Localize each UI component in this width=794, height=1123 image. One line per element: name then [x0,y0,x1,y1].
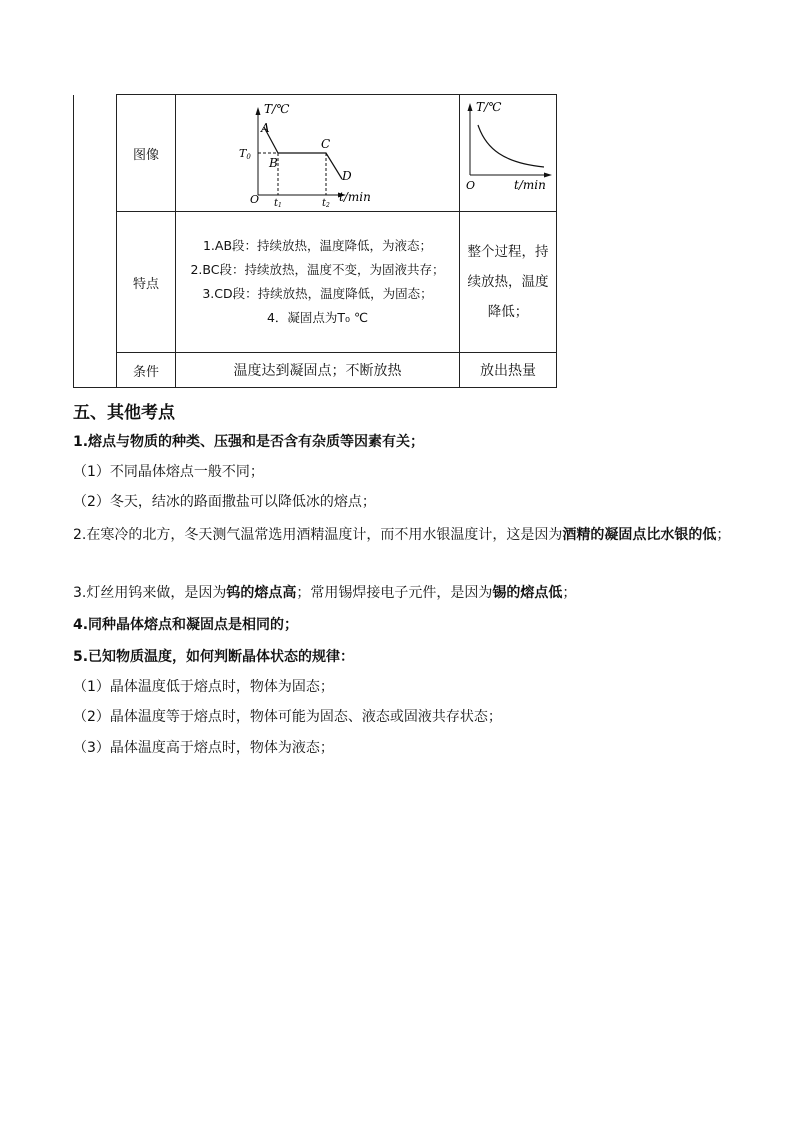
cooling-curve [478,125,544,167]
point-5: 5.已知物质温度，如何判断晶体状态的规律： [73,649,355,665]
blank-left-column [74,95,117,388]
y-axis-label: T/℃ [263,102,289,116]
origin-label: O [249,193,259,206]
row-label-features: 特点 [117,212,176,353]
t2-label: t2 [321,198,330,207]
x-axis-label: t/min [514,178,546,192]
point-b-label: B [268,156,278,170]
point-4: 4.同种晶体熔点和凝固点是相同的； [73,617,299,633]
amorphous-curve-graph [462,99,554,207]
point-5-sub-2: （2）晶体温度等于熔点时，物体可能为固态、液态或固液共存状态； [73,709,502,725]
row-label-graph: 图像 [117,95,176,212]
feature-text: 降低； [487,304,529,320]
point-5-sub-3: （3）晶体温度高于熔点时，物体为液态； [73,740,334,756]
x-axis-label: t/min [338,190,371,204]
point-2: 2.在寒冷的北方，冬天测气温常选用酒精温度计，而不用水银温度计，这是因为酒精的凝固点比水银的低； [73,527,731,543]
cell-features-crystal [176,212,460,353]
y-axis-arrow [255,107,260,115]
point-c-label: C [320,137,330,151]
y-axis-label: T/℃ [476,100,502,114]
comparison-table [73,94,557,388]
feature-line: 2.BC段：持续放热，温度不变，为固液共存； [190,262,445,277]
point-d-label: D [341,169,352,183]
table-row-graph [74,95,557,212]
cell-condition-amorphous: 放出热量 [460,353,557,388]
feature-text: 续放热，温度 [467,274,549,290]
row-label-condition: 条件 [117,353,176,388]
feature-text: 整个过程，持 [467,244,549,260]
solidification-curve-graph [238,99,398,207]
cell-features-amorphous [460,212,557,353]
feature-line: 3.CD段：持续放热，温度降低，为固态； [202,286,433,301]
x-axis-arrow [544,173,552,178]
cell-condition-crystal: 温度达到凝固点；不断放热 [176,353,460,388]
cell-graph-solidification [176,95,460,212]
point-5-sub-1: （1）晶体温度低于熔点时，物体为固态； [73,679,334,695]
origin-label: O [466,179,476,192]
point-1: 1.熔点与物质的种类、压强和是否含有杂质等因素有关； [73,434,425,450]
point-a-label: A [260,121,270,135]
y-axis-arrow [468,103,473,111]
cell-graph-amorphous [460,95,557,212]
table-row-condition [74,353,557,388]
t1-label: t1 [273,198,282,207]
table-row-features [74,212,557,353]
feature-line: 1.AB段：持续放热，温度降低，为液态； [202,238,433,253]
section-heading: 五、其他考点 [73,403,175,423]
point-1-sub-2: （2）冬天，结冰的路面撒盐可以降低冰的熔点； [73,494,376,510]
t0-label: T0 [238,147,251,161]
point-3: 3.灯丝用钨来做，是因为钨的熔点高；常用锡焊接电子元件，是因为锡的熔点低； [73,585,577,601]
feature-line: 4．凝固点为T₀ ℃ [266,310,369,325]
point-1-sub-1: （1）不同晶体熔点一般不同； [73,464,264,480]
